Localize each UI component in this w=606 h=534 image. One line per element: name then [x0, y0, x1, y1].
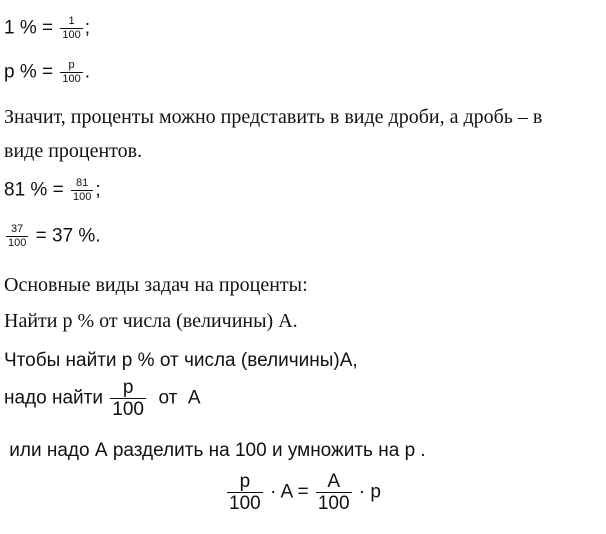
- find-tail: от А: [147, 387, 201, 409]
- formula-f1-denominator: 100: [229, 493, 261, 514]
- formula-f2-denominator: 100: [317, 493, 350, 514]
- eq1-fraction: [60, 16, 82, 41]
- eq3-numerator: 81: [76, 177, 89, 189]
- formula-f2-numerator: A: [327, 471, 341, 492]
- find-left: надо найти: [4, 387, 109, 409]
- eq1-tail: ;: [84, 17, 91, 39]
- find-denominator: 100: [112, 399, 144, 420]
- eq4-right: = 37 %.: [30, 225, 101, 247]
- paragraph-line-1: Значит, проценты можно представить в виде дроби, а дробь – в: [4, 106, 543, 128]
- percent-one-equation: [4, 16, 90, 41]
- eq2-fraction: [60, 60, 82, 85]
- percent-81-equation: [4, 178, 101, 203]
- formula-fraction-2: [316, 472, 352, 513]
- task-find-percent: Найти p % от числа (величины) А.: [4, 310, 298, 332]
- eq4-numerator: 37: [11, 223, 24, 235]
- find-fraction: [110, 378, 146, 419]
- eq2-denominator: 100: [62, 73, 81, 85]
- formula-middle: · A =: [264, 481, 314, 503]
- formula-fraction-1: [227, 472, 263, 513]
- eq2-left: p % =: [4, 61, 59, 83]
- eq1-numerator: 1: [68, 15, 75, 27]
- eq3-tail: ;: [95, 179, 101, 201]
- eq4-fraction: [6, 224, 28, 249]
- task-explanation: Чтобы найти p % от числа (величины)А,: [4, 350, 358, 371]
- formula-end: · p: [353, 481, 381, 503]
- eq3-fraction: [71, 178, 93, 203]
- fraction-37-equation: [4, 224, 101, 249]
- alternative-explanation: или надо А разделить на 100 и умножить на р .: [4, 440, 426, 461]
- percent-formula: [0, 472, 606, 513]
- eq2-tail: .: [84, 61, 91, 83]
- tasks-heading: Основные виды задач на проценты:: [4, 274, 308, 296]
- eq1-left: 1 % =: [4, 17, 59, 39]
- find-fraction-line: [4, 378, 201, 419]
- eq4-denominator: 100: [8, 237, 27, 249]
- eq1-denominator: 100: [62, 29, 81, 41]
- paragraph-line-2: виде процентов.: [4, 140, 143, 162]
- formula-f1-numerator: p: [239, 471, 251, 492]
- find-numerator: p: [122, 377, 134, 398]
- eq3-denominator: 100: [72, 191, 92, 203]
- eq3-left: 81 % =: [4, 179, 69, 201]
- eq2-numerator: p: [68, 59, 75, 71]
- percent-p-equation: [4, 60, 90, 85]
